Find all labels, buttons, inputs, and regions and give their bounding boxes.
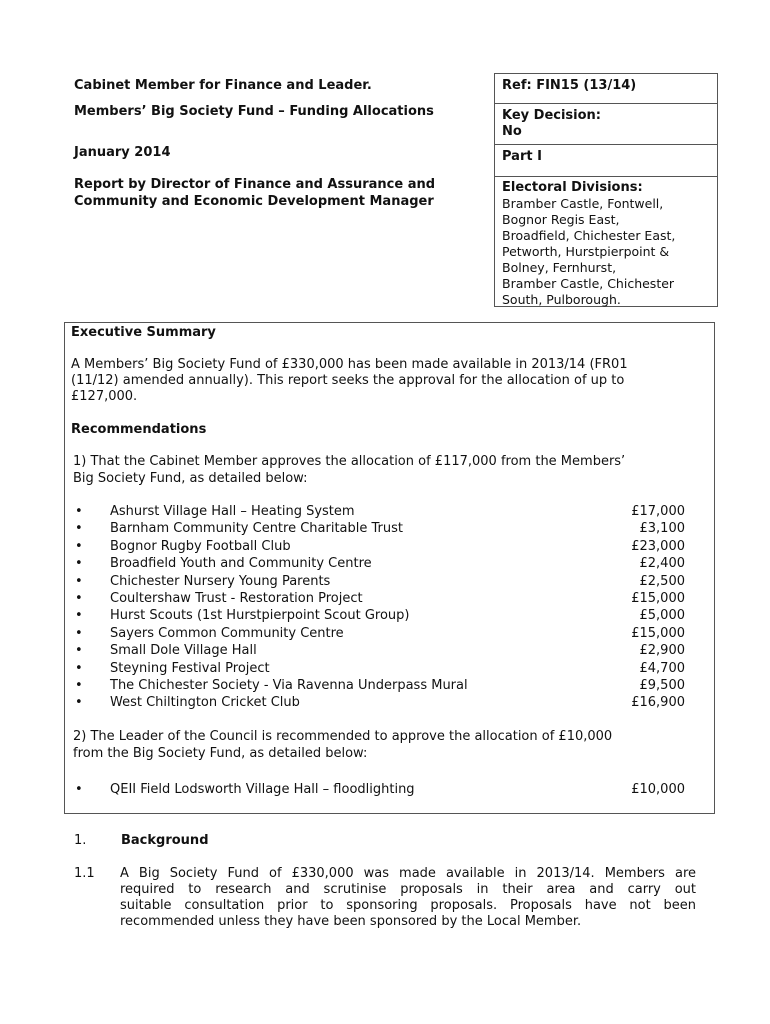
bullet-icon: • bbox=[75, 660, 83, 676]
bullet-icon: • bbox=[75, 573, 83, 589]
electoral-division-line: Bramber Castle, Chichester bbox=[502, 276, 675, 291]
bullet-icon: • bbox=[75, 521, 83, 537]
recommendations-title: Recommendations bbox=[71, 422, 207, 437]
report-title: Members’ Big Society Fund – Funding Allocations bbox=[74, 104, 434, 119]
recommendation-2-line: 2) The Leader of the Council is recommended to approve the allocation of £10,000 bbox=[73, 729, 613, 744]
bullet-icon: • bbox=[75, 782, 83, 797]
electoral-divisions-label: Electoral Divisions: bbox=[502, 180, 643, 195]
recommendation-1-line: Big Society Fund, as detailed below: bbox=[73, 471, 308, 486]
part-label: Part I bbox=[502, 149, 542, 164]
bullet-icon: • bbox=[75, 643, 83, 659]
allocation-item: • QEII Field Lodsworth Village Hall – floodlighting £10,000 bbox=[75, 782, 685, 797]
background-paragraph-line: A Big Society Fund of £330,000 was made available in 2013/14. Members are bbox=[120, 866, 696, 881]
cabinet-member-heading: Cabinet Member for Finance and Leader. bbox=[74, 78, 372, 93]
report-author-line-1: Report by Director of Finance and Assurance and bbox=[74, 177, 436, 192]
executive-summary-title: Executive Summary bbox=[71, 325, 216, 340]
electoral-division-line: Broadfield, Chichester East, bbox=[502, 228, 676, 243]
summary-intro-line: (11/12) amended annually). This report seeks the approval for the allocation of up to bbox=[71, 373, 625, 388]
bullet-icon: • bbox=[75, 625, 83, 641]
recommendation-1-line: 1) That the Cabinet Member approves the allocation of £117,000 from the Members’ bbox=[73, 454, 626, 469]
bullet-icon: • bbox=[75, 538, 83, 554]
electoral-division-line: South, Pulborough. bbox=[502, 292, 621, 307]
electoral-division-line: Bognor Regis East, bbox=[502, 212, 620, 227]
allocation-item: • Hurst Scouts (1st Hurstpierpoint Scout Group) £5,000 bbox=[75, 608, 685, 624]
recommendation-2-line: from the Big Society Fund, as detailed below: bbox=[73, 746, 368, 761]
bullet-icon: • bbox=[75, 591, 83, 606]
allocation-item: • Barnham Community Centre Charitable Trust £3,100 bbox=[75, 521, 685, 537]
summary-intro-line: £127,000. bbox=[71, 389, 138, 404]
paragraph-number: 1.1 bbox=[74, 866, 95, 881]
bullet-icon: • bbox=[75, 608, 83, 624]
executive-summary-box bbox=[64, 322, 715, 814]
report-info-box bbox=[494, 73, 718, 307]
allocation-item: • West Chiltington Cricket Club £16,900 bbox=[75, 695, 685, 711]
background-paragraph-line: required to research and scrutinise proposals in their area and carry out bbox=[120, 882, 696, 897]
bullet-icon: • bbox=[75, 504, 83, 519]
allocation-item: • Sayers Common Community Centre £15,000 bbox=[75, 625, 685, 641]
reference-number: Ref: FIN15 (13/14) bbox=[502, 78, 637, 93]
electoral-division-line: Bolney, Fernhurst, bbox=[502, 260, 617, 275]
allocation-item: • Chichester Nursery Young Parents £2,500 bbox=[75, 573, 685, 589]
section-number: 1. bbox=[74, 833, 87, 848]
recommendation-2-list bbox=[65, 781, 716, 799]
allocation-item: • Bognor Rugby Football Club £23,000 bbox=[75, 538, 685, 554]
background-paragraph bbox=[120, 866, 696, 930]
electoral-division-line: Bramber Castle, Fontwell, bbox=[502, 196, 664, 211]
allocation-item: • Small Dole Village Hall £2,900 bbox=[75, 643, 685, 659]
allocation-item: • Steyning Festival Project £4,700 bbox=[75, 660, 685, 676]
bullet-icon: • bbox=[75, 695, 83, 711]
bullet-icon: • bbox=[75, 556, 83, 572]
report-author-line-2: Community and Economic Development Manager bbox=[74, 194, 434, 209]
recommendation-1-list bbox=[65, 503, 716, 713]
allocation-item: • Broadfield Youth and Community Centre £2,400 bbox=[75, 556, 685, 572]
background-paragraph-line: recommended unless they have been sponsored by the Local Member. bbox=[120, 914, 582, 929]
key-decision-value: No bbox=[502, 124, 522, 139]
allocation-item: • Ashurst Village Hall – Heating System £17,000 bbox=[75, 504, 685, 519]
summary-intro-line: A Members’ Big Society Fund of £330,000 has been made available in 2013/14 (FR01 bbox=[71, 357, 628, 372]
background-paragraph-line: suitable consultation prior to sponsoring proposals. Proposals have not been bbox=[120, 898, 696, 913]
allocation-item: • The Chichester Society - Via Ravenna Underpass Mural £9,500 bbox=[75, 678, 685, 693]
key-decision-label: Key Decision: bbox=[502, 108, 602, 123]
report-date: January 2014 bbox=[74, 145, 171, 160]
background-heading: Background bbox=[121, 833, 209, 848]
electoral-division-line: Petworth, Hurstpierpoint & bbox=[502, 244, 670, 259]
bullet-icon: • bbox=[75, 678, 83, 693]
allocation-item: • Coultershaw Trust - Restoration Project £15,000 bbox=[75, 591, 685, 606]
